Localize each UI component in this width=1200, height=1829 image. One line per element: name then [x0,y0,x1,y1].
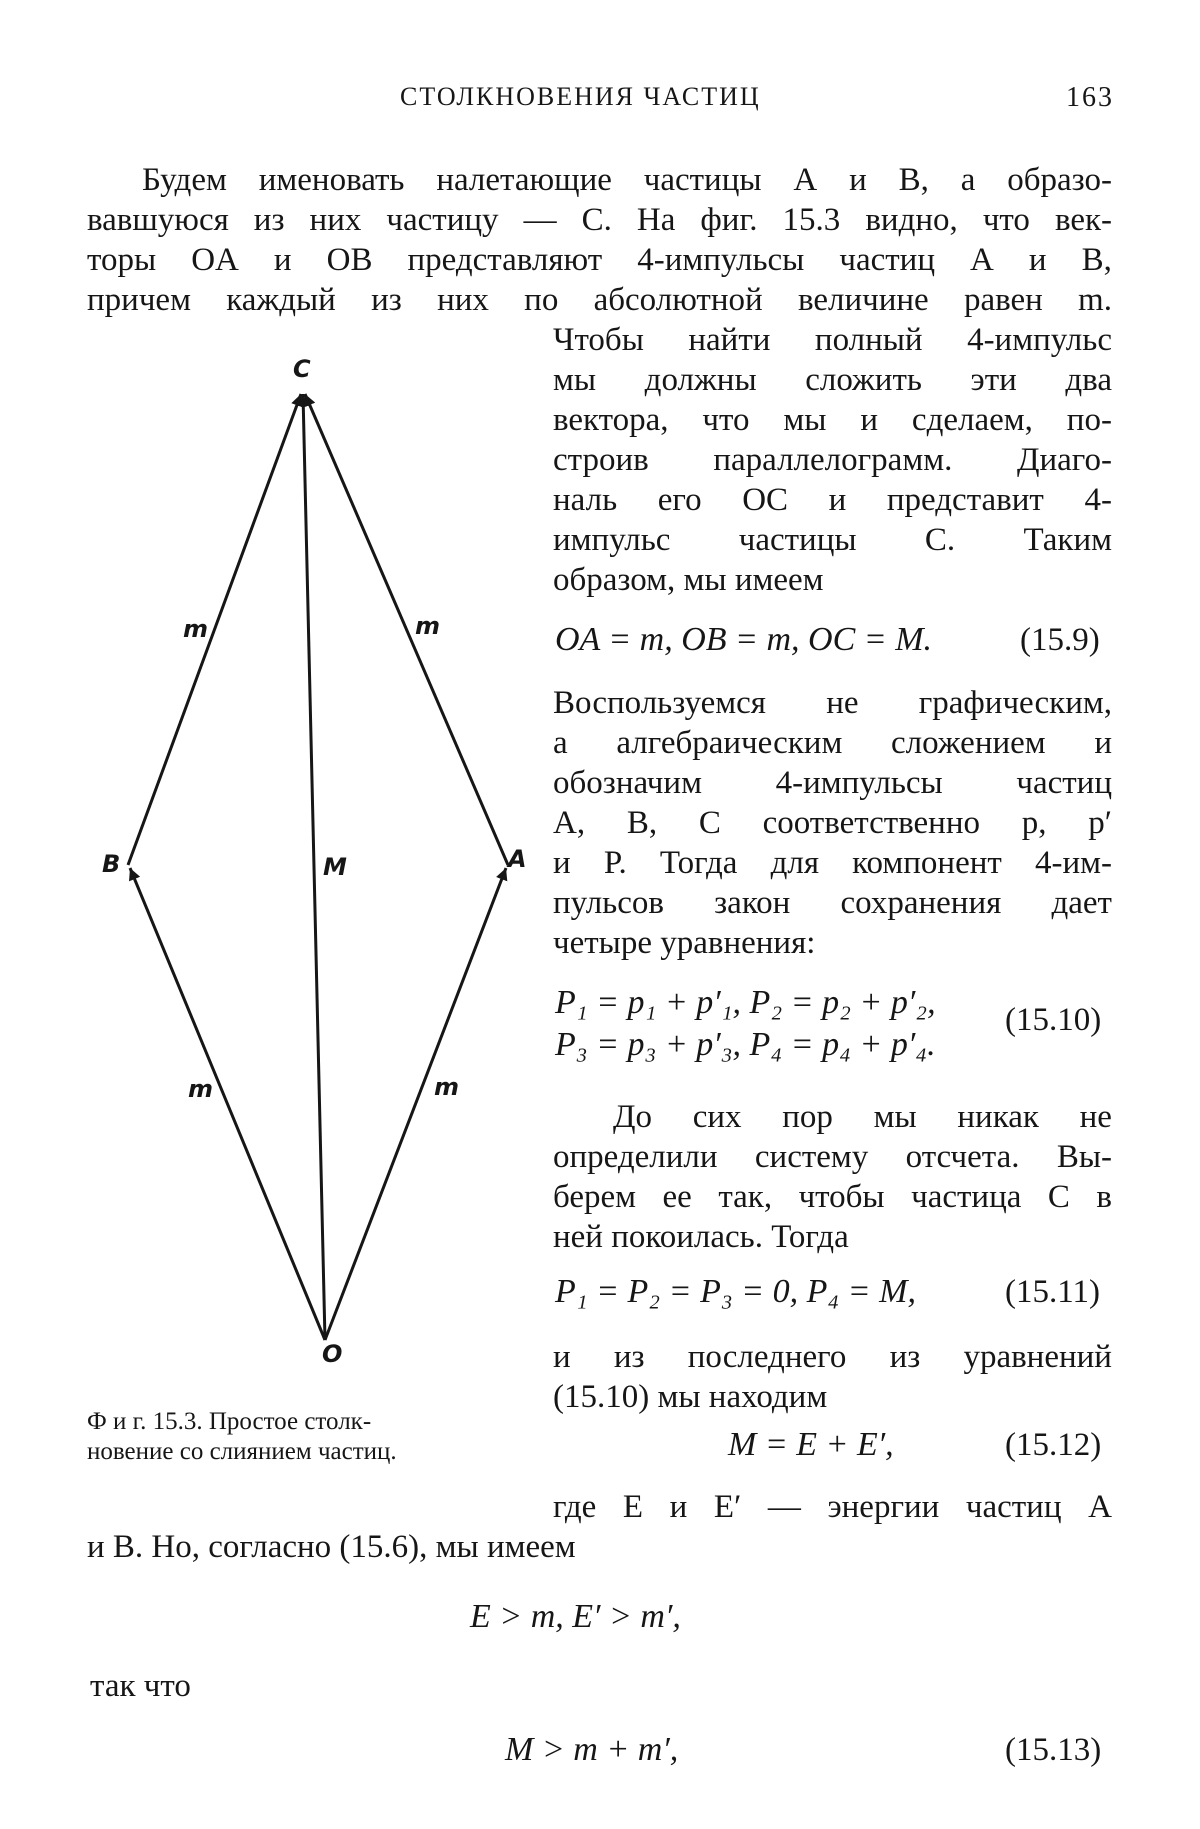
label-m-lower-right: m [434,1073,460,1101]
rc3-line-4: ней покоилась. Тогда [553,1219,849,1255]
label-m-upper-right: m [415,612,441,640]
word: должны [644,362,757,398]
word: частицы [643,162,762,198]
word: по [524,282,559,318]
word: Таким [1023,522,1112,558]
word: частиц [965,1489,1062,1525]
rc1-line-4 [553,440,1112,480]
rc3-line-2 [553,1137,1112,1177]
word: закон [714,885,791,921]
word: сделаем, [911,402,1033,438]
rc4-line-1 [553,1337,1112,1377]
word: а [553,725,568,761]
word: строив [553,442,649,478]
word: 4- [1084,482,1112,518]
label-m-lower-left: m [188,1075,214,1103]
rc2-line-7: четыре уравнения: [553,925,816,961]
word: 15.3 [782,202,841,238]
word: Диаго- [1016,442,1112,478]
word: из [253,202,285,238]
label-o: O [322,1340,343,1368]
word: в [1096,1179,1112,1215]
word: берем [553,1179,637,1215]
word: вавшуюся [87,202,229,238]
figure-15-3 [90,350,550,1350]
word: и [669,1489,688,1525]
word: чтобы [798,1179,885,1215]
word: B, [898,162,929,198]
intro-line-3 [87,240,1112,280]
word: представляют [407,242,603,278]
word: импульс [553,522,671,558]
word: и [553,845,571,881]
word: каждый [226,282,336,318]
word: и [828,482,847,518]
word: C [698,805,721,841]
rc2-line-2 [553,723,1112,763]
word: не [1079,1099,1112,1135]
word: из [371,282,402,318]
word: для [770,845,819,881]
after-line-2: и B. Но, согласно (15.6), мы имеем [87,1529,576,1565]
word: На [636,202,676,238]
word: по- [1066,402,1112,438]
word: частицу [386,202,499,238]
word: A [970,242,994,278]
word: никак [957,1099,1039,1135]
intro-line-4 [87,280,1112,320]
word: мы [553,362,597,398]
vector-ob [130,868,325,1340]
word: A [793,162,818,198]
rc1-line-5 [553,480,1112,520]
word: отсчета. [905,1139,1020,1175]
word: эти [970,362,1017,398]
after-line-1 [553,1487,1112,1527]
equation-inequalities: E > m, E′ > m′, [470,1598,681,1635]
word: C. [581,202,612,238]
equation-15-13: M > m + m′, [505,1731,679,1768]
word: P. [603,845,627,881]
word: а [960,162,976,198]
rc1-line-1 [553,320,1112,360]
word: наль [553,482,618,518]
word: определили [553,1139,718,1175]
word: вектора, [553,402,669,438]
word: E′ [713,1489,742,1525]
equation-15-12-number: (15.12) [1005,1427,1102,1463]
word: мы [783,402,827,438]
word: налетающие [436,162,612,198]
word: частица [911,1179,1022,1215]
word: что [982,202,1030,238]
word: — [523,202,557,238]
word: Тогда [659,845,738,881]
word: сих [692,1099,742,1135]
equation-15-9: OA = m, OB = m, OC = M. [555,621,933,658]
equation-15-10-line-2: P₃ = p₃ + p′₃, P₄ = p₄ + p′₄. [555,1026,936,1063]
rc2-line-5 [553,843,1112,883]
word: Чтобы [553,322,644,358]
word: и [553,1339,571,1375]
word: энергии [827,1489,940,1525]
word: частиц [1016,765,1112,801]
word: E [622,1489,644,1525]
word: век- [1054,202,1112,238]
word: именовать [258,162,405,198]
so-that-text: так что [90,1668,191,1704]
segment-ac [305,394,508,865]
word: так, [718,1179,773,1215]
word: соответственно [762,805,980,841]
word: 4-импульс [967,322,1112,358]
word: не [826,685,859,721]
rc1-line-6 [553,520,1112,560]
word: уравнений [963,1339,1112,1375]
word: алгебраическим [616,725,843,761]
word: A, [553,805,586,841]
word: графическим, [918,685,1112,721]
word: пор [782,1099,833,1135]
word: A [1088,1489,1112,1525]
label-m-upper-left: m [183,615,209,643]
figure-caption-line-1: Ф и г. 15.3. Простое столк- [87,1408,372,1435]
vector-oc [303,394,325,1340]
word: B, [1081,242,1112,278]
word: них [437,282,489,318]
word: обозначим [553,765,702,801]
word: OA [191,242,239,278]
word: Вы- [1056,1139,1112,1175]
word: и [849,162,867,198]
word: величине [797,282,929,318]
word: — [767,1489,801,1525]
word: из [889,1339,921,1375]
word: C [1047,1179,1070,1215]
word: причем [87,282,191,318]
equation-15-10-line-1: P₁ = p₁ + p′₁, P₂ = p₂ + p′₂, [555,984,936,1021]
word: C. [924,522,956,558]
page-number: 163 [1066,82,1114,113]
word: сохранения [840,885,1002,921]
word: последнего [687,1339,847,1375]
word: p, [1021,805,1047,841]
label-m-diagonal: M [323,853,347,881]
word: видно, [865,202,958,238]
word: До [613,1099,653,1135]
rc2-line-1 [553,683,1112,723]
label-a: A [508,845,527,873]
word: компонент [852,845,1002,881]
equation-15-13-number: (15.13) [1005,1732,1102,1768]
intro-line-2 [87,200,1112,240]
word: торы [87,242,157,278]
word: где [553,1489,597,1525]
rc2-line-3 [553,763,1112,803]
vector-oa [325,868,506,1340]
word: полный [814,322,923,358]
rc1-line-2 [553,360,1112,400]
word: и [1094,725,1112,761]
word: что [702,402,750,438]
word: и [1028,242,1047,278]
word: абсолютной [593,282,763,318]
equation-15-9-number: (15.9) [1020,622,1100,658]
word: них [309,202,362,238]
word: и [860,402,879,438]
word: два [1065,362,1112,398]
word: его [657,482,702,518]
word: Будем [142,162,227,198]
word: частицы [738,522,857,558]
word: OB [326,242,373,278]
figure-caption-line-2: новение со слиянием частиц. [87,1438,397,1465]
word: Воспользуемся [553,685,766,721]
rc3-line-1 [613,1097,1112,1137]
equation-15-11-number: (15.11) [1005,1274,1101,1310]
label-b: B [102,850,121,878]
equation-15-12: M = E + E′, [728,1426,894,1463]
word: OC [742,482,789,518]
equation-15-10-number: (15.10) [1005,1002,1102,1038]
word: p′ [1088,805,1112,841]
equation-15-11: P₁ = P₂ = P₃ = 0, P₄ = M, [555,1273,916,1310]
intro-line-1 [142,160,1112,200]
word: параллелограмм. [713,442,953,478]
rc1-line-3 [553,400,1112,440]
running-header: СТОЛКНОВЕНИЯ ЧАСТИЦ [400,82,761,111]
rc3-line-3 [553,1177,1112,1217]
word: сложить [805,362,922,398]
word: m. [1078,282,1112,318]
rc2-line-4 [553,803,1112,843]
word: пульсов [553,885,664,921]
word: из [613,1339,645,1375]
word: найти [688,322,771,358]
word: мы [873,1099,917,1135]
word: 4-им- [1034,845,1112,881]
rc4-line-2: (15.10) мы находим [553,1379,828,1415]
word: ее [662,1179,692,1215]
word: равен [963,282,1043,318]
word: частиц [839,242,935,278]
word: представит [886,482,1044,518]
rc2-line-6 [553,883,1112,923]
word: 4-импульсы [637,242,805,278]
word: B, [626,805,658,841]
word: сложением [891,725,1046,761]
rc1-line-7: образом, мы имеем [553,562,824,598]
word: и [273,242,292,278]
word: 4-импульсы [775,765,943,801]
word: систему [754,1139,869,1175]
word: фиг. [700,202,758,238]
segment-bc [128,394,301,865]
word: дает [1051,885,1112,921]
label-c: C [293,355,311,383]
word: образо- [1007,162,1112,198]
